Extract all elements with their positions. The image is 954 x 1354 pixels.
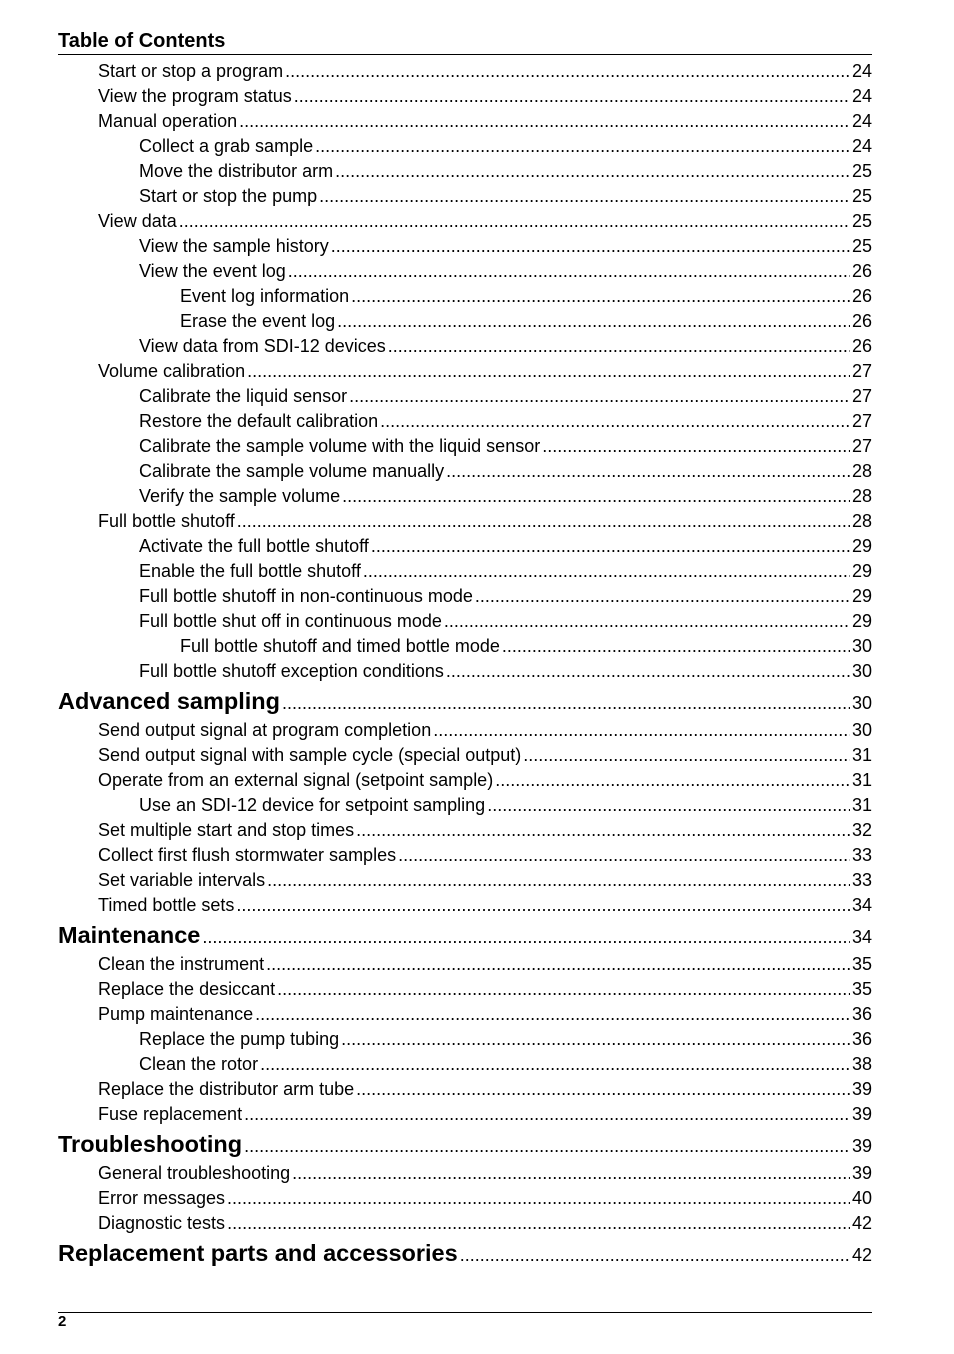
toc-entry-title: Full bottle shutoff (98, 511, 235, 531)
dot-leader (294, 84, 850, 109)
toc-entry[interactable] (58, 1027, 872, 1052)
toc-entry-page: 27 (851, 386, 872, 406)
dot-leader (331, 234, 850, 259)
toc-entry-page: 24 (851, 86, 872, 106)
toc-entry[interactable] (58, 1077, 872, 1102)
dot-leader (288, 259, 850, 284)
toc-entry[interactable] (58, 818, 872, 843)
dot-leader (475, 584, 850, 609)
toc-entry[interactable] (58, 718, 872, 743)
toc-entry-title: Restore the default calibration (139, 411, 379, 431)
toc-entry[interactable] (58, 977, 872, 1002)
toc-entry[interactable] (58, 893, 872, 918)
toc-entry-page: 27 (851, 411, 872, 431)
dot-leader (398, 843, 850, 868)
toc-entry-title: Operate from an external signal (setpoint sample) (98, 770, 494, 790)
toc-entry[interactable] (58, 109, 872, 134)
toc-entry[interactable] (58, 509, 872, 534)
toc-entry-page: 26 (851, 311, 872, 331)
toc-entry-title: Clean the instrument (98, 954, 265, 974)
toc-entry[interactable] (58, 843, 872, 868)
dot-leader (446, 659, 850, 684)
toc-entry-title: Manual operation (98, 111, 238, 131)
dot-leader (495, 768, 850, 793)
toc-entry-title: Replace the pump tubing (139, 1029, 340, 1049)
dot-leader (227, 1186, 850, 1211)
toc-entry-title: Calibrate the sample volume manually (139, 461, 445, 481)
dot-leader (502, 634, 850, 659)
toc-entry-page: 39 (851, 1079, 872, 1099)
toc-entry[interactable] (58, 234, 872, 259)
dot-leader (266, 952, 850, 977)
toc-entry-page: 25 (851, 186, 872, 206)
toc-entry-title: Replacement parts and accessories (58, 1240, 458, 1266)
toc-entry-title: General troubleshooting (98, 1163, 291, 1183)
toc-entry[interactable] (58, 484, 872, 509)
toc-entry-title: Activate the full bottle shutoff (139, 536, 369, 556)
toc-entry-title: View data from SDI-12 devices (139, 336, 386, 356)
toc-entry[interactable] (58, 1211, 872, 1236)
toc-entry-title: View the program status (98, 86, 292, 106)
toc-entry-title: Volume calibration (98, 361, 246, 381)
toc-entry-page: 36 (851, 1004, 872, 1024)
toc-entry-page: 29 (851, 586, 872, 606)
toc-entry-page: 28 (851, 486, 872, 506)
toc-entry-title: Send output signal with sample cycle (special output) (98, 745, 522, 765)
dot-leader (342, 484, 850, 509)
toc-entry-page: 36 (851, 1029, 872, 1049)
toc-entry-title: Start or stop the pump (139, 186, 318, 206)
toc-entry-title: Replace the distributor arm tube (98, 1079, 355, 1099)
toc-entry-title: Calibrate the sample volume with the liquid sensor (139, 436, 541, 456)
toc-entry-title: Collect first flush stormwater samples (98, 845, 397, 865)
toc-entry-page: 39 (851, 1163, 872, 1183)
toc-entry-page: 24 (851, 136, 872, 156)
toc-entry[interactable] (58, 1002, 872, 1027)
dot-leader (523, 743, 850, 768)
toc-entry-title: Full bottle shut off in continuous mode (139, 611, 442, 631)
toc-entry-page: 24 (851, 61, 872, 81)
toc-entry-title: Move the distributor arm (139, 161, 334, 181)
dot-leader (380, 409, 850, 434)
toc-entry[interactable] (58, 534, 872, 559)
dot-leader (237, 509, 850, 534)
toc-entry-page: 34 (851, 927, 872, 947)
toc-entry-title: Full bottle shutoff in non-continuous mode (139, 586, 473, 606)
dot-leader (255, 1002, 850, 1027)
toc-entry[interactable] (58, 559, 872, 584)
dot-leader (260, 1052, 850, 1077)
toc-entry-page: 26 (851, 336, 872, 356)
toc-entry-page: 30 (851, 693, 872, 713)
dot-leader (341, 1027, 850, 1052)
dot-leader (356, 1077, 850, 1102)
toc-entry-page: 24 (851, 111, 872, 131)
toc-entry[interactable] (58, 84, 872, 109)
toc-section-entry[interactable] (58, 918, 872, 952)
dot-leader (356, 818, 850, 843)
dot-leader (239, 109, 850, 134)
toc-entry-page: 42 (851, 1213, 872, 1233)
toc-entry-title: View data (98, 211, 177, 231)
toc-entry-page: 39 (851, 1104, 872, 1124)
toc-entry-page: 40 (851, 1188, 872, 1208)
toc-entry-page: 30 (851, 661, 872, 681)
toc-entry[interactable] (58, 659, 872, 684)
dot-leader (247, 359, 850, 384)
toc-entry-title: Advanced sampling (58, 688, 280, 714)
toc-entry[interactable] (58, 59, 872, 84)
toc-entry[interactable] (58, 793, 872, 818)
toc-entry-page: 31 (851, 745, 872, 765)
toc-entry[interactable] (58, 634, 872, 659)
toc-entry-page: 31 (851, 795, 872, 815)
toc-entry-title: Troubleshooting (58, 1131, 243, 1157)
toc-entry[interactable] (58, 609, 872, 634)
dot-leader (282, 686, 850, 718)
toc-entry[interactable] (58, 1052, 872, 1077)
toc-entry-title: Calibrate the liquid sensor (139, 386, 348, 406)
dot-leader (292, 1161, 850, 1186)
toc-entry-page: 30 (851, 720, 872, 740)
toc-entry[interactable] (58, 309, 872, 334)
toc-entry-page: 28 (851, 461, 872, 481)
dot-leader (277, 977, 850, 1002)
toc-entry-title: Clean the rotor (139, 1054, 259, 1074)
dot-leader (337, 309, 850, 334)
dot-leader (444, 609, 850, 634)
toc-entry[interactable] (58, 584, 872, 609)
toc-entry[interactable] (58, 359, 872, 384)
dot-leader (487, 793, 850, 818)
toc-entry-page: 29 (851, 611, 872, 631)
toc-entry[interactable] (58, 284, 872, 309)
toc-entry-page: 25 (851, 161, 872, 181)
toc-entry-title: View the sample history (139, 236, 329, 256)
dot-leader (460, 1238, 850, 1270)
toc-entry[interactable] (58, 1161, 872, 1186)
dot-leader (349, 384, 850, 409)
toc-entry[interactable] (58, 952, 872, 977)
toc-entry[interactable] (58, 159, 872, 184)
toc-entry-title: Set multiple start and stop times (98, 820, 355, 840)
toc-entry[interactable] (58, 459, 872, 484)
toc-entry-title: Send output signal at program completion (98, 720, 432, 740)
toc-entry-title: Verify the sample volume (139, 486, 341, 506)
toc-section-entry[interactable] (58, 684, 872, 718)
toc-section-entry[interactable] (58, 1236, 872, 1270)
toc-entry-page: 33 (851, 870, 872, 890)
toc-entry-page: 35 (851, 954, 872, 974)
header-divider (58, 54, 872, 55)
dot-leader (433, 718, 850, 743)
toc-entry-title: View the event log (139, 261, 286, 281)
dot-leader (363, 559, 850, 584)
dot-leader (244, 1129, 850, 1161)
page-title: Table of Contents (58, 30, 226, 52)
toc-entry-page: 28 (851, 511, 872, 531)
toc-entry[interactable] (58, 184, 872, 209)
dot-leader (542, 434, 850, 459)
dot-leader (446, 459, 850, 484)
toc-entry-title: Event log information (180, 286, 350, 306)
toc-entry-page: 35 (851, 979, 872, 999)
toc-entry-page: 27 (851, 436, 872, 456)
dot-leader (285, 59, 850, 84)
toc-entry[interactable] (58, 334, 872, 359)
toc-entry-page: 29 (851, 561, 872, 581)
toc-entry-page: 26 (851, 286, 872, 306)
toc-entry-page: 34 (851, 895, 872, 915)
toc-entry-title: Collect a grab sample (139, 136, 314, 156)
toc-entry-title: Use an SDI-12 device for setpoint sampling (139, 795, 486, 815)
toc-entry-page: 30 (851, 636, 872, 656)
toc-entry-page: 31 (851, 770, 872, 790)
toc-entry-page: 42 (851, 1245, 872, 1265)
dot-leader (227, 1211, 850, 1236)
toc-entry-title: Fuse replacement (98, 1104, 243, 1124)
toc-entry-page: 33 (851, 845, 872, 865)
toc-entry-title: Full bottle shutoff exception conditions (139, 661, 444, 681)
dot-leader (335, 159, 850, 184)
table-of-contents (58, 59, 872, 1270)
dot-leader (267, 868, 850, 893)
toc-entry[interactable] (58, 384, 872, 409)
dot-leader (202, 920, 850, 952)
toc-entry-title: Start or stop a program (98, 61, 284, 81)
toc-entry-page: 27 (851, 361, 872, 381)
dot-leader (236, 893, 850, 918)
toc-entry-title: Maintenance (58, 922, 201, 948)
toc-entry-title: Enable the full bottle shutoff (139, 561, 361, 581)
toc-entry-page: 25 (851, 236, 872, 256)
dot-leader (371, 534, 850, 559)
toc-entry[interactable] (58, 768, 872, 793)
toc-entry-title: Replace the desiccant (98, 979, 276, 999)
dot-leader (244, 1102, 850, 1127)
toc-entry-title: Erase the event log (180, 311, 336, 331)
toc-entry-title: Full bottle shutoff and timed bottle mode (180, 636, 500, 656)
toc-entry[interactable] (58, 868, 872, 893)
dot-leader (315, 134, 850, 159)
dot-leader (388, 334, 850, 359)
toc-entry-page: 25 (851, 211, 872, 231)
toc-entry[interactable] (58, 259, 872, 284)
toc-entry-title: Error messages (98, 1188, 226, 1208)
toc-entry-page: 29 (851, 536, 872, 556)
toc-entry-title: Set variable intervals (98, 870, 266, 890)
toc-entry-title: Pump maintenance (98, 1004, 254, 1024)
toc-entry[interactable] (58, 743, 872, 768)
dot-leader (319, 184, 850, 209)
toc-entry-page: 26 (851, 261, 872, 281)
toc-entry-page: 32 (851, 820, 872, 840)
toc-entry[interactable] (58, 409, 872, 434)
toc-entry[interactable] (58, 134, 872, 159)
dot-leader (351, 284, 850, 309)
toc-section-entry[interactable] (58, 1127, 872, 1161)
toc-entry-page: 39 (851, 1136, 872, 1156)
footer-page-number: 2 (58, 1313, 67, 1330)
toc-entry[interactable] (58, 1102, 872, 1127)
toc-entry-title: Timed bottle sets (98, 895, 235, 915)
toc-entry-page: 38 (851, 1054, 872, 1074)
toc-entry[interactable] (58, 434, 872, 459)
dot-leader (179, 209, 850, 234)
footer-divider (58, 1312, 872, 1313)
toc-entry-title: Diagnostic tests (98, 1213, 226, 1233)
toc-entry[interactable] (58, 209, 872, 234)
toc-entry[interactable] (58, 1186, 872, 1211)
